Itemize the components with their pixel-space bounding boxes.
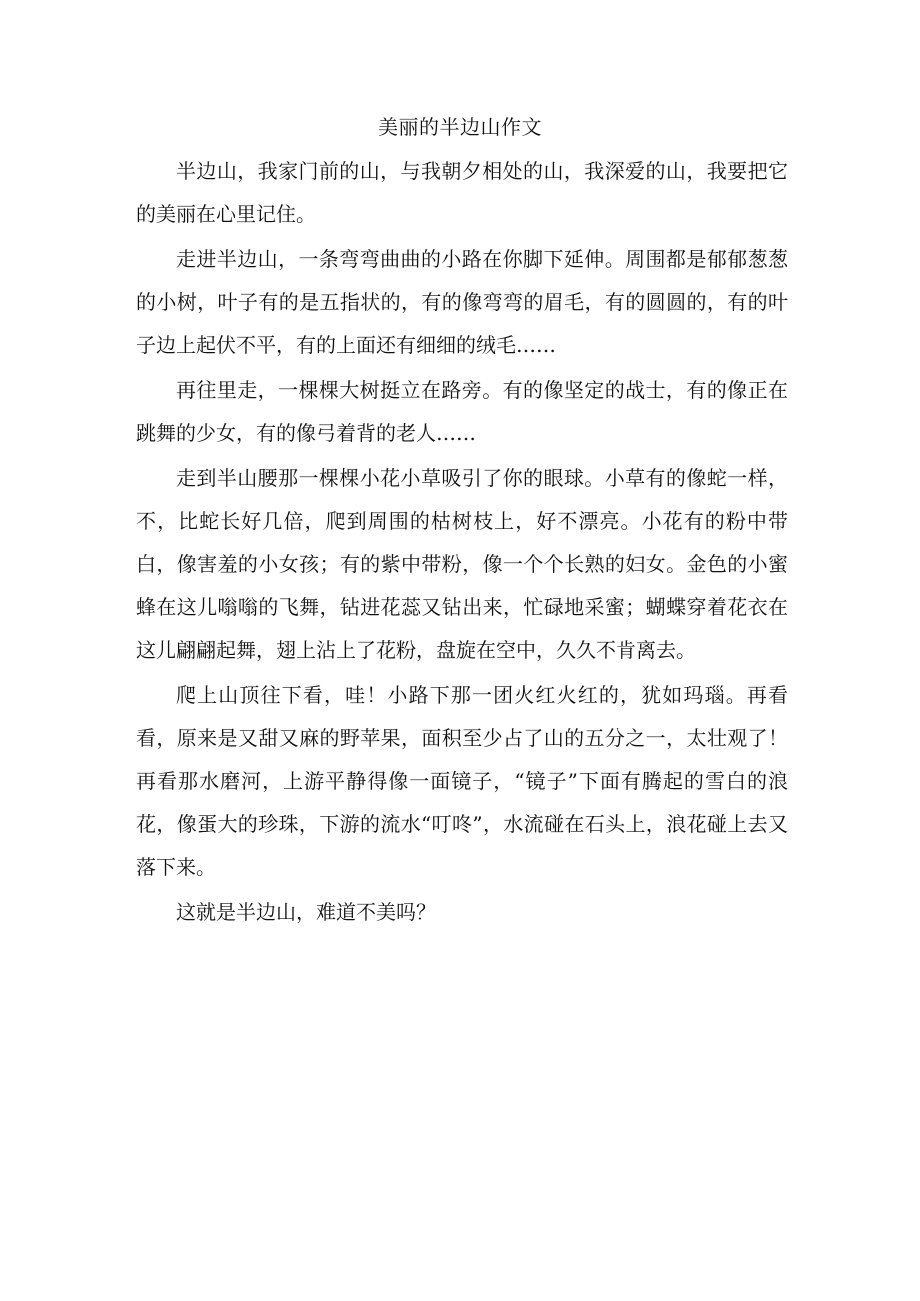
paragraph-6: 这就是半边山，难道不美吗？: [176, 900, 436, 924]
document-body: [136, 150, 788, 936]
paragraph-5: 爬上山顶往下看，哇！小路下那一团火红火红的，犹如玛瑙。再看看，原来是又甜又麻的野苹果，面积至少占了山的五分之一，太壮观了！再看那水磨河，上游平静得像一面镜子，“镜子”下面有腾起的雪白的浪花，像蛋大的珍珠，下游的流水“叮咚”，水流碰在石头上，浪花碰上去又落下来。: [136, 683, 788, 879]
paragraph-4: 走到半山腰那一棵棵小花小草吸引了你的眼球。小草有的像蛇一样，不，比蛇长好几倍，爬到周围的枯树枝上，好不漂亮。小花有的粉中带白，像害羞的小女孩；有的紫中带粉，像一个个长熟的妇女。金色的小蜜蜂在这儿嗡嗡的飞舞，钻进花蕊又钻出来，忙碌地采蜜；蝴蝶穿着花衣在这儿翩翩起舞，翅上沾上了花粉，盘旋在空中，久久不肯离去。: [136, 466, 788, 662]
paragraph-3: 再往里走，一棵棵大树挺立在路旁。有的像坚定的战士，有的像正在跳舞的少女，有的像弓着背的老人……: [136, 378, 788, 445]
paragraph-2: 走进半边山，一条弯弯曲曲的小路在你脚下延伸。周围都是郁郁葱葱的小树，叶子有的是五指状的，有的像弯弯的眉毛，有的圆圆的，有的叶子边上起伏不平，有的上面还有细细的绒毛……: [136, 247, 788, 357]
document-title: 美丽的半边山作文: [378, 115, 542, 139]
paragraph-1: 半边山，我家门前的山，与我朝夕相处的山，我深爱的山，我要把它的美丽在心里记住。: [136, 159, 788, 226]
